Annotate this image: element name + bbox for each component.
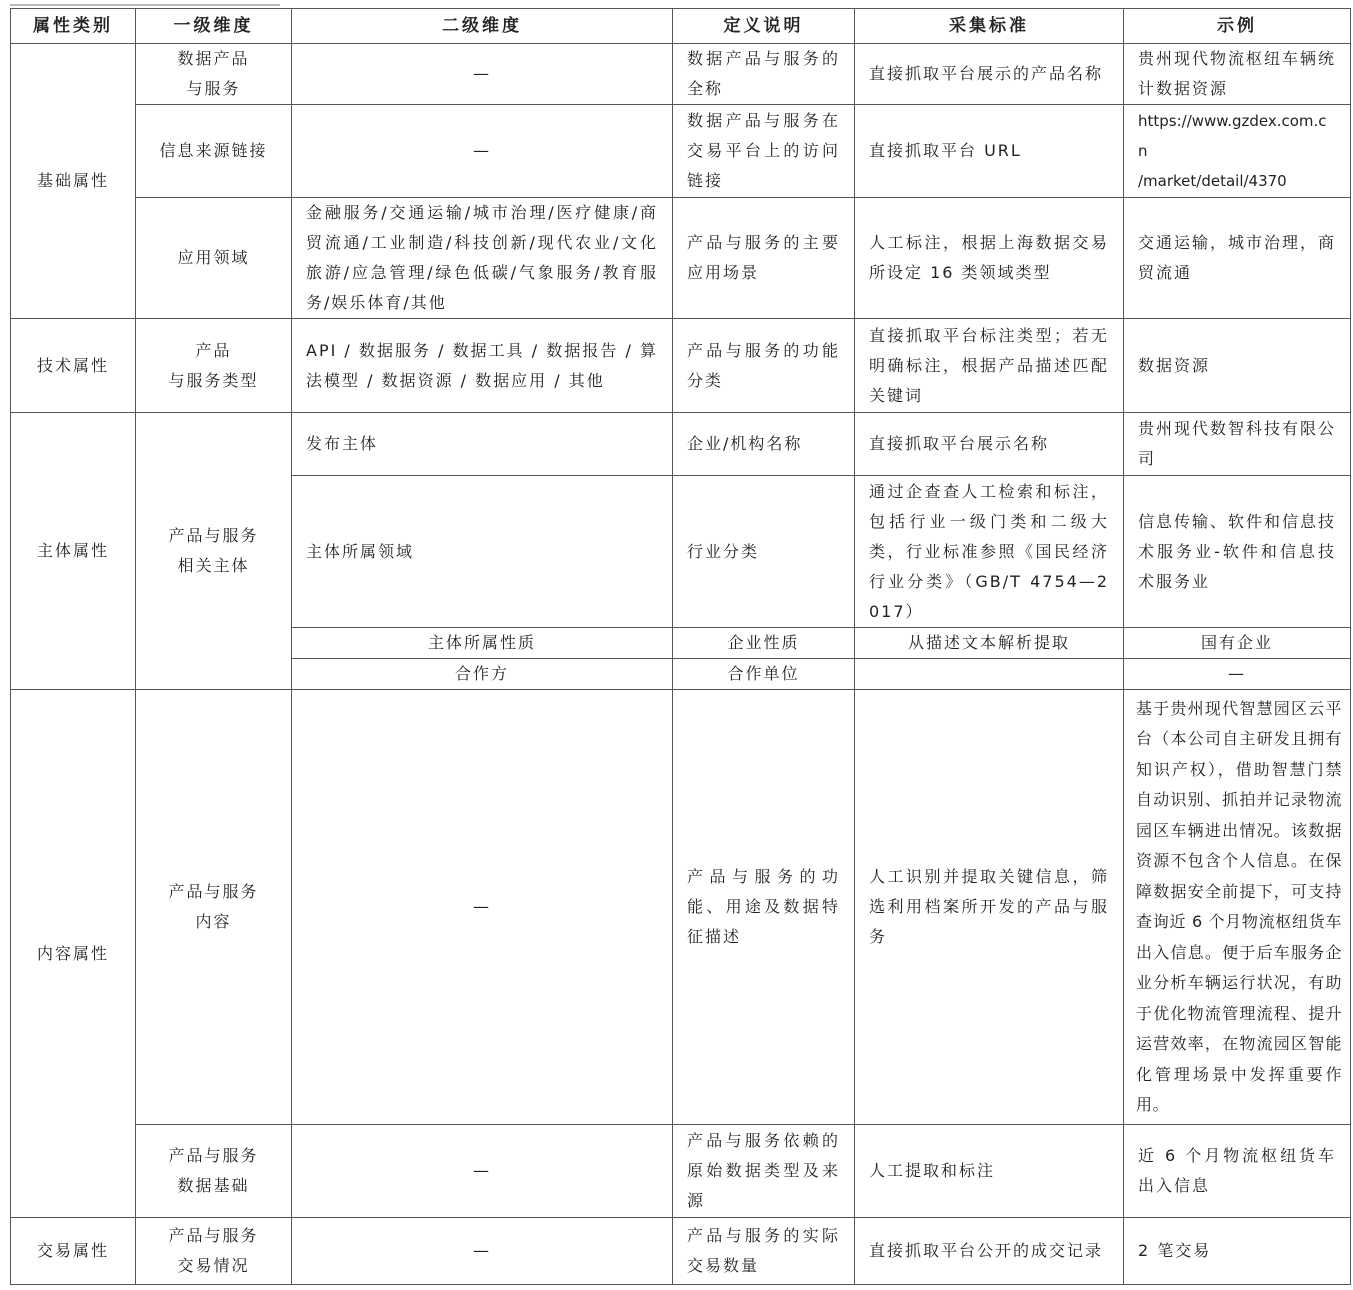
example-cell: 贵州现代物流枢纽车辆统计数据资源 [1124, 44, 1351, 105]
definition-cell: 数据产品与服务在交易平台上的访问链接 [673, 105, 855, 198]
attribute-table [10, 8, 1351, 1285]
level2-cell: 主体所属领域 [292, 476, 673, 628]
standard-cell: 直接抓取平台公开的成交记录 [855, 1218, 1124, 1285]
standard-cell: 直接抓取平台展示名称 [855, 413, 1124, 476]
standard-cell: 直接抓取平台标注类型；若无明确标注，根据产品描述匹配关键词 [855, 319, 1124, 413]
standard-cell: 通过企查查人工检索和标注，包括行业一级门类和二级大类，行业标准参照《国民经济行业分类》（GB/T 4754—2017） [855, 476, 1124, 628]
header-standard: 采集标准 [855, 9, 1124, 44]
definition-cell: 产品与服务的主要应用场景 [673, 198, 855, 319]
level1-cell: 信息来源链接 [136, 105, 292, 198]
definition-cell: 产品与服务的功能分类 [673, 319, 855, 413]
level1-line: 内容 [195, 912, 232, 931]
definition-cell: 数据产品与服务的全称 [673, 44, 855, 105]
clipped-caption [10, 0, 310, 8]
level1-line: 数据基础 [177, 1176, 250, 1195]
table-row [11, 1218, 1351, 1285]
definition-cell: 企业性质 [673, 628, 855, 659]
category-content: 内容属性 [11, 690, 136, 1218]
example-cell: 基于贵州现代智慧园区云平台（本公司自主研发且拥有知识产权），借助智慧门禁自动识别、抓拍并记录物流园区车辆进出情况。该数据资源不包含个人信息。在保障数据安全前提下，可支持查询近 6 个月物流枢纽货车出入信息。便于后车服务企业分析车辆运行状况，有助于优化物流管理流程、提升运营效率，在物流园区智能化管理场景中发挥重要作用。 [1124, 690, 1351, 1125]
level2-cell: — [292, 105, 673, 198]
header-row [11, 9, 1351, 44]
level2-cell: API / 数据服务 / 数据工具 / 数据报告 / 算法模型 / 数据资源 / 数据应用 / 其他 [292, 319, 673, 413]
example-cell: 国有企业 [1124, 628, 1351, 659]
level1-line: 数据产品 [177, 49, 250, 68]
standard-cell: 直接抓取平台 URL [855, 105, 1124, 198]
header-level2: 二级维度 [292, 9, 673, 44]
table-row [11, 105, 1351, 198]
level2-cell: 主体所属性质 [292, 628, 673, 659]
example-cell: 贵州现代数智科技有限公司 [1124, 413, 1351, 476]
attribute-table-container [10, 8, 1350, 1285]
level2-cell: — [292, 1218, 673, 1285]
standard-cell [855, 659, 1124, 690]
level2-cell: — [292, 1125, 673, 1218]
example-link-cell [1124, 105, 1351, 198]
example-cell: 2 笔交易 [1124, 1218, 1351, 1285]
header-example: 示例 [1124, 9, 1351, 44]
category-subject: 主体属性 [11, 413, 136, 690]
level1-cell [136, 690, 292, 1125]
standard-cell: 人工识别并提取关键信息，筛选利用档案所开发的产品与服务 [855, 690, 1124, 1125]
level1-line: 产品与服务 [168, 882, 259, 901]
level1-cell [136, 1125, 292, 1218]
example-link-line: https://www.gzdex.com.cn [1138, 112, 1327, 160]
level1-line: 与服务类型 [168, 370, 259, 390]
table-row [11, 198, 1351, 319]
definition-cell: 产品与服务依赖的原始数据类型及来源 [673, 1125, 855, 1218]
level2-cell: 发布主体 [292, 413, 673, 476]
level1-line: 产品与服务 [168, 1146, 259, 1165]
standard-cell: 人工提取和标注 [855, 1125, 1124, 1218]
standard-cell: 从描述文本解析提取 [855, 628, 1124, 659]
table-row [11, 690, 1351, 1125]
definition-cell: 企业/机构名称 [673, 413, 855, 476]
example-link-line: /market/detail/4370 [1138, 172, 1287, 190]
category-tech: 技术属性 [11, 319, 136, 413]
level1-cell [136, 413, 292, 690]
example-cell: 数据资源 [1124, 319, 1351, 413]
level2-cell: 金融服务/交通运输/城市治理/医疗健康/商贸流通/工业制造/科技创新/现代农业/文化旅游/应急管理/绿色低碳/气象服务/教育服务/娱乐体育/其他 [292, 198, 673, 319]
level2-cell: — [292, 44, 673, 105]
standard-cell: 人工标注，根据上海数据交易所设定 16 类领域类型 [855, 198, 1124, 319]
example-cell: — [1124, 659, 1351, 690]
level1-cell [136, 44, 292, 105]
category-basic: 基础属性 [11, 44, 136, 319]
level1-cell: 应用领域 [136, 198, 292, 319]
level1-line: 与服务 [186, 79, 241, 98]
table-row [11, 1125, 1351, 1218]
level1-cell [136, 1218, 292, 1285]
level2-cell: 合作方 [292, 659, 673, 690]
level1-line: 交易情况 [177, 1256, 250, 1275]
level1-line: 产品与服务 [168, 1226, 259, 1245]
definition-cell: 行业分类 [673, 476, 855, 628]
standard-cell: 直接抓取平台展示的产品名称 [855, 44, 1124, 105]
level1-line: 产品 [195, 340, 232, 360]
example-cell: 交通运输，城市治理，商贸流通 [1124, 198, 1351, 319]
level1-cell [136, 319, 292, 413]
table-row [11, 413, 1351, 476]
header-category: 属性类别 [11, 9, 136, 44]
example-cell: 信息传输、软件和信息技术服务业-软件和信息技术服务业 [1124, 476, 1351, 628]
level2-cell: — [292, 690, 673, 1125]
header-level1: 一级维度 [136, 9, 292, 44]
definition-cell: 产品与服务的功能、用途及数据特征描述 [673, 690, 855, 1125]
category-trade: 交易属性 [11, 1218, 136, 1285]
level1-line: 产品与服务 [168, 526, 259, 545]
example-cell: 近 6 个月物流枢纽货车出入信息 [1124, 1125, 1351, 1218]
table-row [11, 319, 1351, 413]
definition-cell: 产品与服务的实际交易数量 [673, 1218, 855, 1285]
level1-line: 相关主体 [177, 556, 250, 575]
header-definition: 定义说明 [673, 9, 855, 44]
definition-cell: 合作单位 [673, 659, 855, 690]
table-row [11, 44, 1351, 105]
